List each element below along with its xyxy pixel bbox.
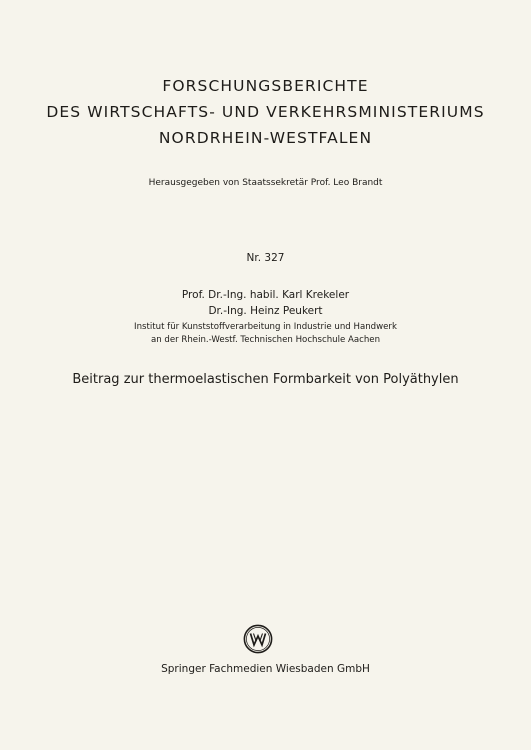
institute-line-1: Institut für Kunststoffverarbeitung in Industrie und Handwerk: [134, 322, 397, 332]
report-number: Nr. 327: [246, 252, 285, 264]
editor-line: Herausgegeben von Staatssekretär Prof. Leo Brandt: [148, 178, 383, 188]
series-title-line-1: FORSCHUNGSBERICHTE: [162, 77, 369, 95]
work-title: Beitrag zur thermoelastischen Formbarkeit von Polyäthylen: [72, 372, 459, 387]
springer-vs-logo-icon: [243, 624, 273, 654]
institute: [0, 321, 531, 347]
series-title-line-3: NORDRHEIN-WESTFALEN: [158, 129, 373, 147]
authors: [0, 287, 531, 319]
publisher: Springer Fachmedien Wiesbaden GmbH: [161, 663, 370, 675]
series-title-line-2: DES WIRTSCHAFTS- UND VERKEHRSMINISTERIUMS: [46, 103, 485, 121]
author-1: Prof. Dr.-Ing. habil. Karl Krekeler: [181, 289, 350, 301]
institute-line-2: an der Rhein.-Westf. Technischen Hochschule Aachen: [150, 335, 381, 345]
author-2: Dr.-Ing. Heinz Peukert: [208, 305, 323, 317]
series-title: [0, 73, 531, 151]
